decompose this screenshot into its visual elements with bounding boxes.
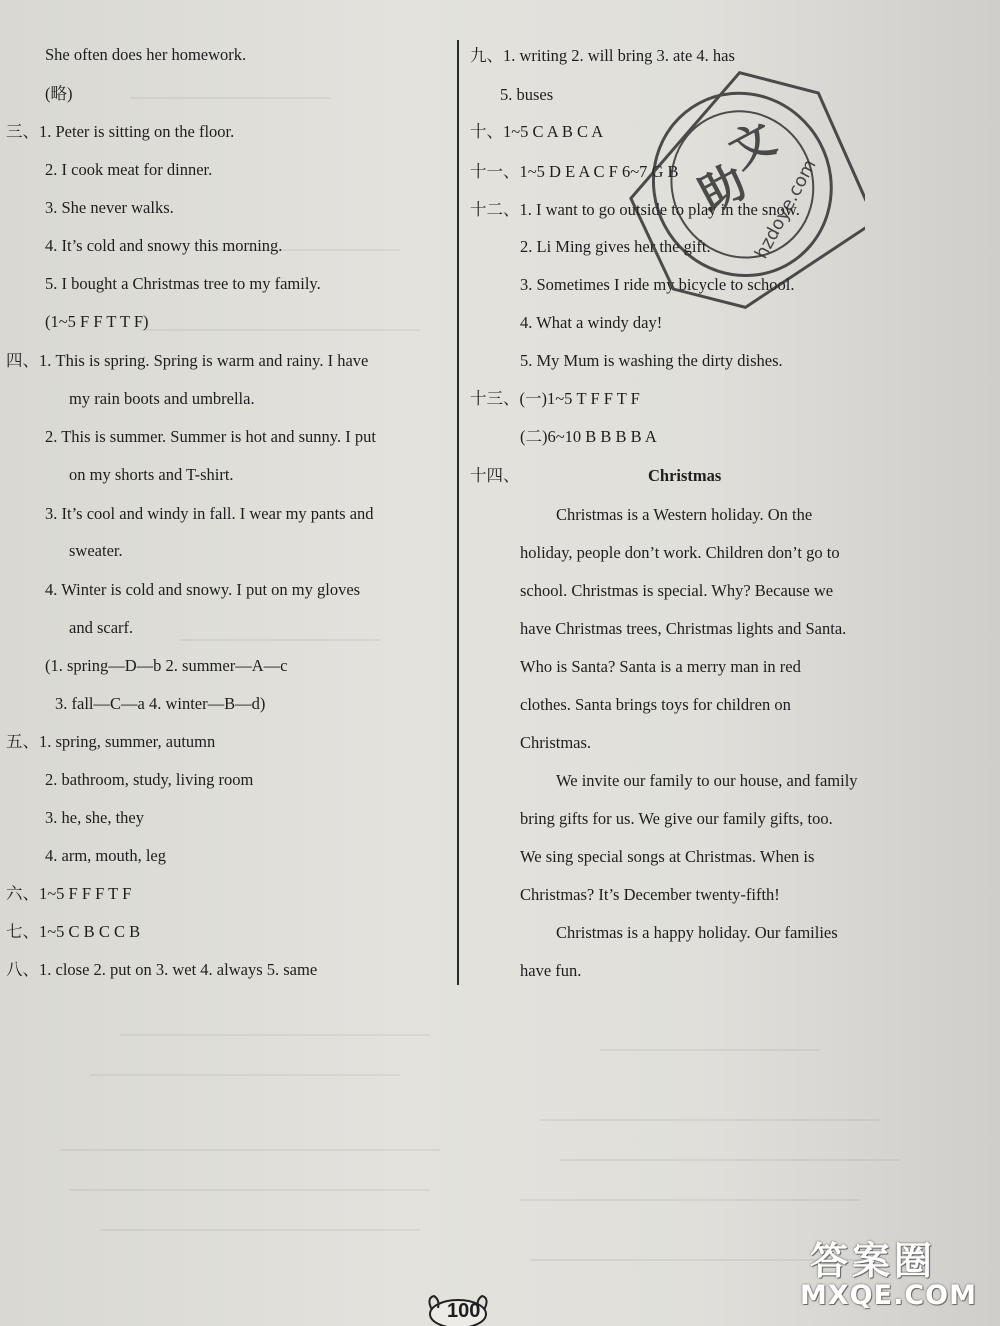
section-4-item-3: 3. It’s cool and windy in fall. I wear my pants and bbox=[45, 504, 374, 523]
column-divider bbox=[457, 40, 459, 985]
section-11-answers: 十一、1~5 D E A C F 6~7 G B bbox=[470, 162, 679, 181]
essay-line: Who is Santa? Santa is a merry man in red bbox=[520, 657, 801, 676]
section-3-item-2: 2. I cook meat for dinner. bbox=[45, 160, 213, 179]
section-14-label: 十四、 bbox=[470, 466, 520, 485]
section-5-item-2: 2. bathroom, study, living room bbox=[45, 770, 254, 789]
section-12-item-1: 十二、1. I want to go outside to play in the snow. bbox=[470, 200, 800, 219]
essay-line: Christmas? It’s December twenty-fifth! bbox=[520, 885, 780, 904]
section-8-answers: 八、1. close 2. put on 3. wet 4. always 5. same bbox=[6, 960, 318, 979]
section-13-part-1: 十三、(一)1~5 T F F T F bbox=[470, 389, 640, 408]
essay-line: We sing special songs at Christmas. When is bbox=[520, 847, 815, 866]
section-4-matching-2: 3. fall—C—a 4. winter—B—d) bbox=[55, 694, 266, 713]
essay-line: clothes. Santa brings toys for children on bbox=[520, 695, 791, 714]
section-4-item-1-cont: my rain boots and umbrella. bbox=[69, 389, 255, 408]
watermark-logo bbox=[800, 1230, 977, 1311]
section-9-answers-cont: 5. buses bbox=[500, 85, 554, 104]
essay-line: We invite our family to our house, and family bbox=[556, 771, 858, 790]
section-12-item-3: 3. Sometimes I ride my bicycle to school. bbox=[520, 275, 795, 294]
section-10-answers: 十、1~5 C A B C A bbox=[470, 122, 604, 141]
section-3-item-1: 三、1. Peter is sitting on the floor. bbox=[6, 122, 235, 141]
svg-text:助: 助 bbox=[688, 153, 755, 224]
answer-line: (略) bbox=[45, 84, 73, 103]
section-3-item-3: 3. She never walks. bbox=[45, 198, 174, 217]
section-3-item-4: 4. It’s cold and snowy this morning. bbox=[45, 236, 283, 255]
section-5-item-1: 五、1. spring, summer, autumn bbox=[6, 732, 216, 751]
section-9-answers: 九、1. writing 2. will bring 3. ate 4. has bbox=[470, 46, 735, 65]
watermark-url: MXQE.COM bbox=[800, 1280, 977, 1311]
section-12-item-2: 2. Li Ming gives her the gift. bbox=[520, 237, 711, 256]
section-13-part-2: (二)6~10 B B B B A bbox=[520, 427, 657, 446]
section-4-item-2-cont: on my shorts and T-shirt. bbox=[69, 465, 234, 484]
essay-line: school. Christmas is special. Why? Because we bbox=[520, 581, 834, 600]
svg-text:文: 文 bbox=[720, 112, 784, 179]
section-3-item-5: 5. I bought a Christmas tree to my family. bbox=[45, 274, 321, 293]
essay-line: have fun. bbox=[520, 961, 582, 980]
section-4-item-4: 4. Winter is cold and snowy. I put on my gloves bbox=[45, 580, 361, 599]
section-4-matching-1: (1. spring—D—b 2. summer—A—c bbox=[45, 656, 288, 675]
section-4-item-2: 2. This is summer. Summer is hot and sunny. I put bbox=[45, 427, 376, 446]
section-7-answers: 七、1~5 C B C C B bbox=[6, 922, 141, 941]
section-6-answers: 六、1~5 F F F T F bbox=[6, 884, 132, 903]
essay-line: holiday, people don’t work. Children don’t go to bbox=[520, 543, 840, 562]
section-4-item-4-cont: and scarf. bbox=[69, 618, 134, 637]
watermark-chinese: 答案圈 bbox=[810, 1239, 937, 1283]
section-4-item-3-cont: sweater. bbox=[69, 541, 123, 560]
section-3-answers: (1~5 F F T T F) bbox=[45, 312, 149, 331]
section-5-item-4: 4. arm, mouth, leg bbox=[45, 846, 166, 865]
page-number: 100 bbox=[447, 1300, 481, 1322]
essay-line: Christmas. bbox=[520, 733, 592, 752]
svg-text:hzdoye.com: hzdoye.com bbox=[750, 156, 821, 263]
essay-line: bring gifts for us. We give our family gifts, too. bbox=[520, 809, 833, 828]
essay-line: Christmas is a happy holiday. Our families bbox=[556, 923, 838, 942]
essay-title: Christmas bbox=[648, 466, 722, 485]
essay-line: Christmas is a Western holiday. On the bbox=[556, 505, 813, 524]
section-4-item-1: 四、1. This is spring. Spring is warm and rainy. I have bbox=[6, 351, 369, 370]
section-12-item-5: 5. My Mum is washing the dirty dishes. bbox=[520, 351, 783, 370]
answer-line: She often does her homework. bbox=[45, 45, 247, 64]
section-5-item-3: 3. he, she, they bbox=[45, 808, 144, 827]
section-12-item-4: 4. What a windy day! bbox=[520, 313, 663, 332]
essay-line: have Christmas trees, Christmas lights and Santa. bbox=[520, 619, 847, 638]
